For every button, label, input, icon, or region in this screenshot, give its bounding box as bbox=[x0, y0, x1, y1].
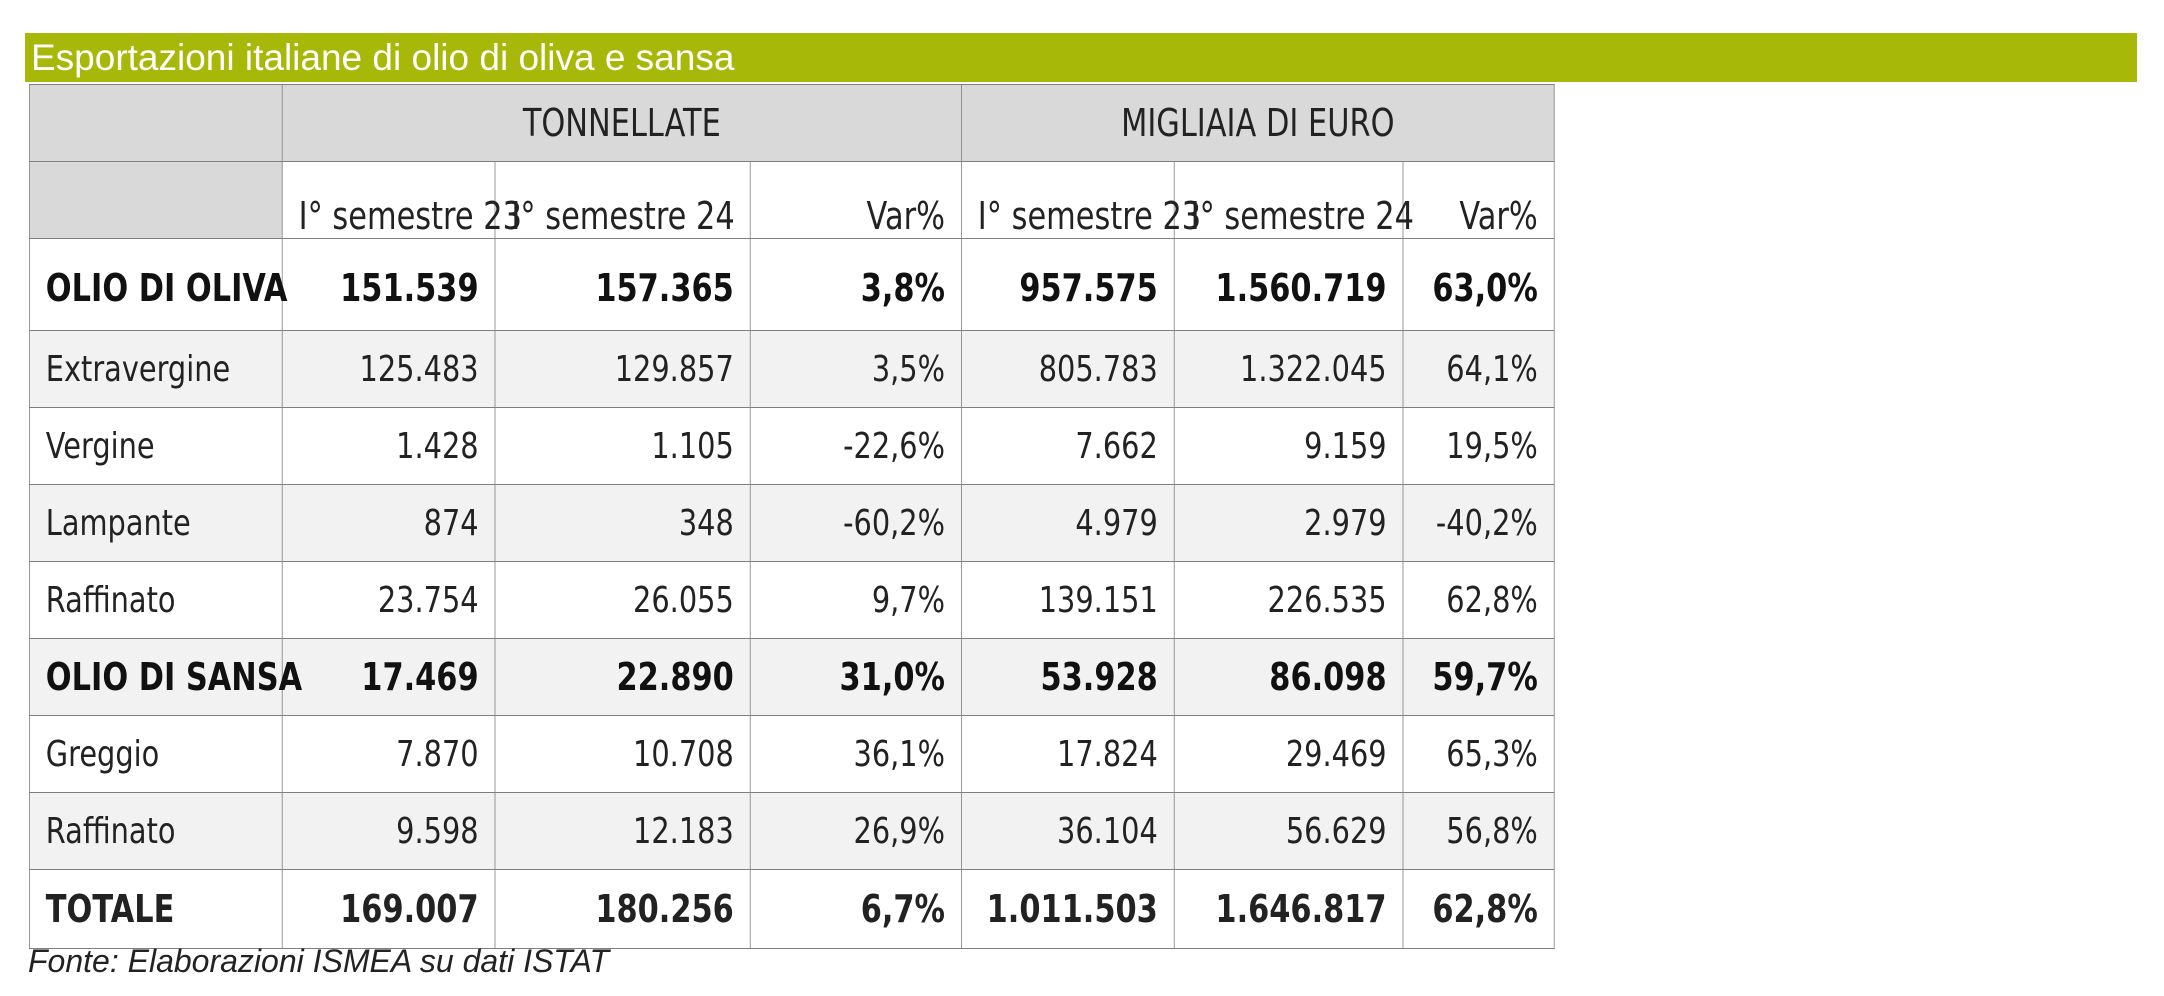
table-cell: 1.428 bbox=[282, 408, 495, 485]
table-cell: 157.365 bbox=[495, 239, 750, 331]
row-label: Raffinato bbox=[29, 562, 282, 639]
row-label: OLIO DI SANSA bbox=[29, 639, 282, 716]
column-header: I° semestre 24 bbox=[1174, 162, 1403, 239]
table-cell: 226.535 bbox=[1174, 562, 1403, 639]
table-cell: 9.598 bbox=[282, 793, 495, 870]
table-cell: 151.539 bbox=[282, 239, 495, 331]
table-row-raffinato-sansa bbox=[29, 793, 2133, 870]
table-cell: 9.159 bbox=[1174, 408, 1403, 485]
table-cell: 26,9% bbox=[750, 793, 961, 870]
table-cell: 7.662 bbox=[961, 408, 1174, 485]
table-cell: 6,7% bbox=[750, 870, 961, 949]
table-row-extravergine bbox=[29, 331, 2133, 408]
table-cell: 3,5% bbox=[750, 331, 961, 408]
table-cell: 10.708 bbox=[495, 716, 750, 793]
table-row-olio-di-sansa bbox=[29, 639, 2133, 716]
row-label: Vergine bbox=[29, 408, 282, 485]
table-cell: 26.055 bbox=[495, 562, 750, 639]
table-cell: 1.560.719 bbox=[1174, 239, 1403, 331]
exports-table bbox=[29, 84, 2134, 949]
table-title: Esportazioni italiane di olio di oliva e sansa bbox=[25, 33, 2137, 82]
row-label: Raffinato bbox=[29, 793, 282, 870]
table-cell: -22,6% bbox=[750, 408, 961, 485]
table-cell: 36.104 bbox=[961, 793, 1174, 870]
row-label: TOTALE bbox=[29, 870, 282, 949]
column-header: I° semestre 24 bbox=[495, 162, 750, 239]
table-cell: -60,2% bbox=[750, 485, 961, 562]
corner-cell bbox=[29, 162, 282, 239]
table-cell: 59,7% bbox=[1403, 639, 1554, 716]
table-cell: 2.979 bbox=[1174, 485, 1403, 562]
table-cell: -40,2% bbox=[1403, 485, 1554, 562]
table-cell: 4.979 bbox=[961, 485, 1174, 562]
table-cell: 17.469 bbox=[282, 639, 495, 716]
table-row-lampante bbox=[29, 485, 2133, 562]
group-header-tonnellate: TONNELLATE bbox=[282, 85, 961, 162]
column-header: Var% bbox=[1403, 162, 1554, 239]
column-header: I° semestre 23 bbox=[282, 162, 495, 239]
table-cell: 86.098 bbox=[1174, 639, 1403, 716]
table-cell: 348 bbox=[495, 485, 750, 562]
group-header-row bbox=[29, 85, 2133, 162]
row-label: Greggio bbox=[29, 716, 282, 793]
table-cell: 12.183 bbox=[495, 793, 750, 870]
table-cell: 3,8% bbox=[750, 239, 961, 331]
corner-cell bbox=[29, 85, 282, 162]
table-cell: 56,8% bbox=[1403, 793, 1554, 870]
table-cell: 1.322.045 bbox=[1174, 331, 1403, 408]
table-cell: 129.857 bbox=[495, 331, 750, 408]
table-row-vergine bbox=[29, 408, 2133, 485]
table-cell: 9,7% bbox=[750, 562, 961, 639]
table-cell: 169.007 bbox=[282, 870, 495, 949]
table-cell: 36,1% bbox=[750, 716, 961, 793]
table-cell: 63,0% bbox=[1403, 239, 1554, 331]
table-cell: 17.824 bbox=[961, 716, 1174, 793]
table-cell: 1.011.503 bbox=[961, 870, 1174, 949]
table-cell: 180.256 bbox=[495, 870, 750, 949]
table-cell: 31,0% bbox=[750, 639, 961, 716]
table-row-greggio bbox=[29, 716, 2133, 793]
table-cell: 805.783 bbox=[961, 331, 1174, 408]
table-cell: 125.483 bbox=[282, 331, 495, 408]
table-cell: 62,8% bbox=[1403, 870, 1554, 949]
table-row-totale bbox=[29, 870, 2133, 949]
group-header-migliaia-euro: MIGLIAIA DI EURO bbox=[961, 85, 1554, 162]
row-label: Lampante bbox=[29, 485, 282, 562]
table-cell: 1.646.817 bbox=[1174, 870, 1403, 949]
table-row-raffinato bbox=[29, 562, 2133, 639]
table-cell: 29.469 bbox=[1174, 716, 1403, 793]
table-cell: 1.105 bbox=[495, 408, 750, 485]
table-cell: 7.870 bbox=[282, 716, 495, 793]
table-row-olio-di-oliva bbox=[29, 239, 2133, 331]
row-label: OLIO DI OLIVA bbox=[29, 239, 282, 331]
table-cell: 62,8% bbox=[1403, 562, 1554, 639]
table-cell: 957.575 bbox=[961, 239, 1174, 331]
row-label: Extravergine bbox=[29, 331, 282, 408]
column-header: Var% bbox=[750, 162, 961, 239]
table-cell: 64,1% bbox=[1403, 331, 1554, 408]
table-cell: 65,3% bbox=[1403, 716, 1554, 793]
table-cell: 23.754 bbox=[282, 562, 495, 639]
column-header: I° semestre 23 bbox=[961, 162, 1174, 239]
table-cell: 53.928 bbox=[961, 639, 1174, 716]
source-note: Fonte: Elaborazioni ISMEA su dati ISTAT bbox=[28, 943, 609, 979]
table-cell: 22.890 bbox=[495, 639, 750, 716]
table-cell: 874 bbox=[282, 485, 495, 562]
table-cell: 139.151 bbox=[961, 562, 1174, 639]
column-header-row bbox=[29, 162, 2133, 239]
table-cell: 19,5% bbox=[1403, 408, 1554, 485]
table-cell: 56.629 bbox=[1174, 793, 1403, 870]
